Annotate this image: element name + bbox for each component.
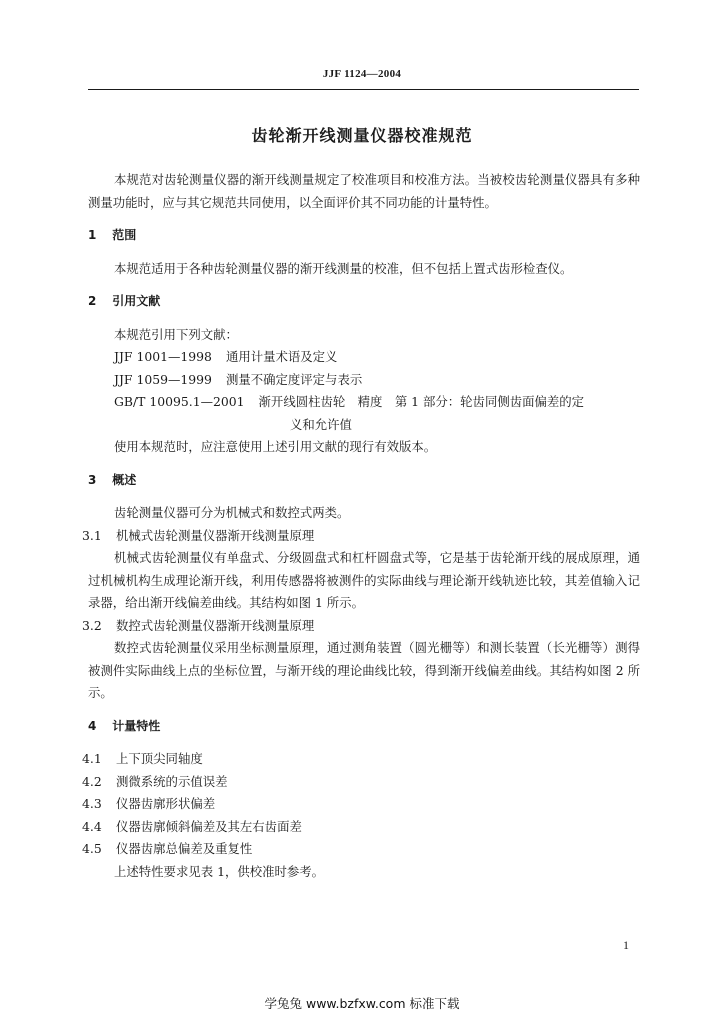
subsection-3-2-body: 数控式齿轮测量仪采用坐标测量原理，通过测角装置（圆光栅等）和测长装置（长光栅等）测得被测件实际曲线上点的坐标位置，与渐开线的理论曲线比较，得到渐开线偏差曲线。其结构如图 2 所示。 (88, 640, 640, 700)
characteristic-text: 仪器齿廓形状偏差 (116, 796, 216, 811)
characteristic-item (82, 816, 640, 839)
section-1-title: 范围 (112, 228, 137, 242)
section-4-number: 4 (88, 718, 97, 733)
reference-title-continuation: 义和允许值 (290, 416, 352, 432)
subsection-3-1-heading (82, 525, 640, 548)
subsection-3-1-title: 机械式齿轮测量仪器渐开线测量原理 (116, 527, 315, 543)
page-number: 1 (623, 938, 629, 952)
section-1-body: 本规范适用于各种齿轮测量仪器的渐开线测量的校准，但不包括上置式齿形检查仪。 (114, 260, 573, 276)
reference-item (88, 391, 640, 414)
intro-paragraph: 本规范对齿轮测量仪器的渐开线测量规定了校准项目和校准方法。当被校齿轮测量仪器具有多种测量功能时，应与其它规范共同使用，以全面评价其不同功能的计量特性。 (88, 172, 640, 210)
reference-item (88, 346, 640, 369)
section-3-heading (88, 469, 640, 492)
document-title: 齿轮渐开线测量仪器校准规范 (251, 126, 473, 145)
characteristic-text: 仪器齿廓总偏差及重复性 (116, 841, 253, 856)
characteristic-item (82, 748, 640, 771)
characteristic-number: 4.5 (82, 841, 102, 856)
header-rule (88, 89, 639, 90)
section-1-number: 1 (88, 228, 97, 242)
characteristic-item (82, 793, 640, 816)
section-2-number: 2 (88, 294, 97, 308)
section-4-heading (88, 715, 640, 738)
characteristic-number: 4.2 (82, 773, 102, 789)
section-2-tail: 使用本规范时，应注意使用上述引用文献的现行有效版本。 (114, 439, 437, 454)
characteristic-number: 4.1 (82, 751, 102, 766)
reference-code: GB/T 10095.1—2001 (114, 394, 245, 409)
characteristic-text: 仪器齿廓倾斜偏差及其左右齿面差 (116, 818, 302, 834)
section-2-lead: 本规范引用下列文献： (114, 326, 238, 342)
reference-title: 渐开线圆柱齿轮 精度 第 1 部分：轮齿同侧齿面偏差的定 (258, 394, 585, 409)
characteristic-text: 测微系统的示值误差 (116, 773, 228, 789)
footer-watermark: 学兔兔 www.bzfxw.com 标准下载 (264, 996, 460, 1011)
header-standard-code: JJF 1124—2004 (322, 68, 402, 80)
characteristic-number: 4.3 (82, 796, 102, 811)
section-4-title: 计量特性 (112, 718, 161, 733)
section-3-title: 概述 (112, 472, 137, 487)
reference-title: 通用计量术语及定义 (225, 349, 338, 364)
section-1-heading (88, 224, 640, 247)
characteristic-item (82, 771, 640, 794)
characteristic-number: 4.4 (82, 818, 102, 834)
subsection-3-1-body: 机械式齿轮测量仪有单盘式、分级圆盘式和杠杆圆盘式等，它是基于齿轮渐开线的展成原理，通过机械机构生成理论渐开线，利用传感器将被测件的实际曲线与理论渐开线轨迹比较，其差值输入记录器，给出渐开线偏差曲线。其结构如图 1 所示。 (88, 550, 640, 610)
document-body (82, 169, 640, 883)
characteristic-text: 上下顶尖同轴度 (116, 751, 203, 766)
subsection-3-2-number: 3.2 (82, 617, 102, 633)
subsection-3-1-number: 3.1 (82, 527, 102, 543)
section-4-tail: 上述特性要求见表 1，供校准时参考。 (114, 863, 325, 879)
subsection-3-2-title: 数控式齿轮测量仪器渐开线测量原理 (116, 617, 315, 633)
reference-item (88, 369, 640, 392)
reference-code: JJF 1001—1998 (114, 349, 212, 364)
section-3-body: 齿轮测量仪器可分为机械式和数控式两类。 (114, 505, 350, 520)
reference-code: JJF 1059—1999 (114, 371, 212, 387)
section-2-title: 引用文献 (112, 294, 161, 308)
reference-title: 测量不确定度评定与表示 (225, 371, 363, 387)
characteristic-item (82, 838, 640, 861)
section-2-heading (88, 290, 640, 313)
section-3-number: 3 (88, 472, 97, 487)
subsection-3-2-heading (82, 615, 640, 638)
